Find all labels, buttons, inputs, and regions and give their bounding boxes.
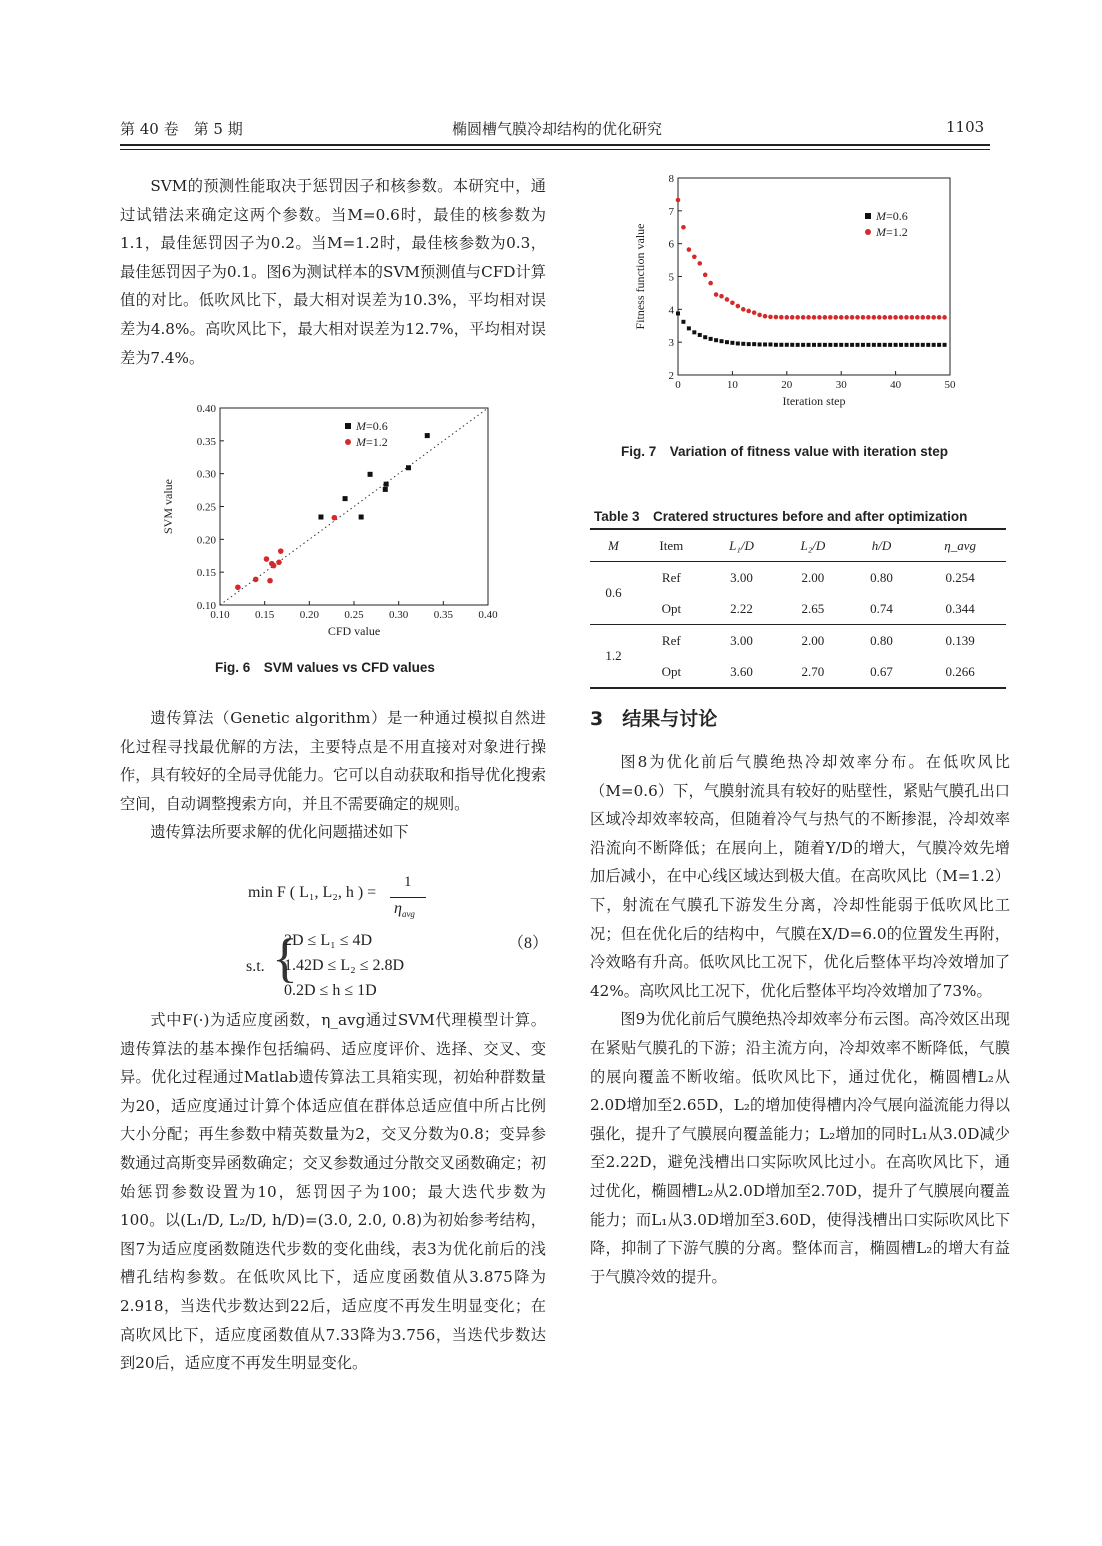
table-cell: 2.70 [801, 663, 825, 679]
legend-label: M=1.2 [876, 225, 908, 239]
x-tick-label: 0.35 [433, 609, 453, 621]
data-point-circle [768, 315, 773, 320]
data-point-square [687, 326, 691, 330]
data-point-square [703, 335, 707, 339]
table-cell: 0.80 [870, 569, 893, 585]
y-tick-label: 0.10 [196, 600, 216, 612]
paragraph: 图8为优化前后气膜绝热冷却效率分布。在低吹风比（M=0.6）下，气膜射流具有较好的贴壁性，紧贴气膜孔出口区域冷却效率较高，但随着冷气与热气的不断掺混，冷却效率沿流向不断降低；在展向上，随着Y/D的增大，气膜冷效先增加后减小，在中心线区域达到极大值。在高吹风比（M=1.2）下，射流在气膜孔下游发生分离，冷却性能弱于低吹风比工况；但在优化后的结构中，气膜在X/D=6.0的位置发生再附，冷效略有升高。低吹风比工况下，优化后整体平均冷效增加了42%。高吹风比工况下，优化后整体平均冷效增加了73%。 [590, 753, 1010, 1000]
data-point-circle [877, 315, 882, 320]
y-tick-label: 2 [668, 370, 674, 382]
data-point-square [817, 343, 821, 347]
data-point-square [779, 343, 783, 347]
legend-marker-circle [865, 229, 871, 235]
data-point-circle [850, 315, 855, 320]
brace: { [272, 928, 298, 988]
table-cell: 0.139 [945, 632, 975, 648]
constraint-3: 0.2D ≤ h ≤ 1D [284, 982, 377, 999]
data-point-square [926, 343, 930, 347]
data-point-circle [910, 315, 915, 320]
data-point-circle [844, 315, 849, 320]
data-point-square [823, 343, 827, 347]
table-header-row [590, 529, 1006, 562]
data-point-square [904, 343, 908, 347]
data-point-circle [937, 315, 942, 320]
reference-line [220, 408, 488, 605]
data-point-circle [235, 584, 241, 590]
data-point-square [807, 343, 811, 347]
header-m: M [608, 537, 619, 553]
data-point-circle [795, 315, 800, 320]
data-point-circle [692, 255, 697, 260]
data-point-circle [697, 261, 702, 266]
data-point-square [736, 341, 740, 345]
x-tick-label: 0.15 [255, 609, 275, 621]
data-point-square [943, 343, 947, 347]
data-point-circle [730, 300, 735, 305]
data-point-square [790, 343, 794, 347]
x-tick-label: 0.25 [344, 609, 364, 621]
st-label: s.t. [246, 958, 265, 975]
data-point-square [834, 343, 838, 347]
equation-number: （8） [508, 935, 549, 952]
data-point-square [692, 330, 696, 334]
data-point-square [937, 343, 941, 347]
data-point-square [368, 472, 373, 477]
y-tick-label: 7 [668, 205, 674, 218]
table-cell: Ref [661, 569, 681, 585]
data-point-circle [687, 247, 692, 252]
section-heading: 3 结果与讨论 [590, 708, 718, 730]
constraint-1: 2D ≤ L₁ ≤ 4D [284, 932, 373, 949]
data-point-square [899, 343, 903, 347]
data-point-circle [271, 563, 277, 569]
legend-label: M=0.6 [876, 209, 908, 223]
data-point-square [850, 343, 854, 347]
figure-7-caption: Fig. 7 Variation of fitness value with iteration step [621, 444, 949, 459]
table-cell: Ref [661, 632, 681, 648]
data-point-circle [763, 314, 768, 319]
table-row [590, 593, 1006, 625]
data-point-square [758, 342, 762, 346]
y-tick-label: 0.15 [196, 567, 216, 580]
data-point-circle [708, 281, 713, 286]
x-tick-label: 20 [781, 379, 793, 391]
table-cell: 0.74 [870, 600, 893, 616]
data-point-circle [725, 297, 730, 302]
data-point-circle [893, 315, 898, 320]
data-point-square [714, 338, 718, 342]
table-cell: 0.80 [870, 632, 893, 648]
data-point-circle [823, 315, 828, 320]
paragraph: 遗传算法（Genetic algorithm）是一种通过模拟自然进化过程寻找最优解的方法，主要特点是不用直接对对象进行操作，具有较好的全局寻优能力。它可以自动获取和指导优化搜索空间，自动调整搜索方向，并且不需要确定的规则。 [120, 709, 546, 813]
x-axis-label: CFD value [327, 624, 381, 638]
constraint-2: 1.42D ≤ L₂ ≤ 2.8D [284, 957, 405, 974]
legend-marker-square [345, 423, 351, 429]
data-point-square [839, 343, 843, 347]
table-cell: Opt [661, 600, 682, 616]
x-axis-label: Iteration step [782, 394, 846, 408]
data-point-circle [736, 304, 741, 309]
y-tick-label: 8 [668, 173, 674, 185]
data-point-circle [828, 315, 833, 320]
y-tick-label: 0.40 [196, 403, 216, 415]
header-item: Item [659, 537, 684, 553]
data-point-square [877, 343, 881, 347]
y-tick-label: 0.25 [196, 501, 216, 514]
x-tick-label: 40 [890, 379, 902, 391]
y-tick-label: 0.20 [196, 534, 216, 547]
data-point-circle [915, 315, 920, 320]
data-point-square [709, 337, 713, 341]
legend-marker-circle [345, 439, 351, 445]
journal-volume: 第 40 卷 第 5 期 [120, 120, 243, 138]
data-point-square [384, 482, 389, 487]
y-tick-label: 3 [668, 337, 674, 350]
data-point-circle [790, 315, 795, 320]
data-point-square [828, 343, 832, 347]
data-point-square [915, 343, 919, 347]
table-cell-m: 0.6 [605, 585, 622, 600]
data-point-square [872, 343, 876, 347]
data-point-circle [926, 315, 931, 320]
data-point-circle [921, 315, 926, 320]
data-point-square [861, 343, 865, 347]
data-point-circle [676, 198, 681, 203]
data-point-circle [899, 315, 904, 320]
table-cell: 0.266 [945, 663, 975, 679]
data-point-square [866, 343, 870, 347]
data-point-circle [741, 307, 746, 312]
data-point-square [720, 339, 724, 343]
table-cell: 0.254 [945, 569, 975, 585]
table-3 [590, 528, 1006, 689]
page-number: 1103 [946, 118, 985, 136]
data-point-circle [757, 313, 762, 318]
paragraph: 图9为优化前后气膜绝热冷却效率分布云图。高冷效区出现在紧贴气膜孔的下游；沿主流方向，冷却效率不断降低，气膜的展向覆盖不断收缩。低吹风比下，通过优化，椭圆槽L₂从2.0D增加至2.65D，L₂的增加使得槽内冷气展向溢流能力得以强化，提升了气膜展向覆盖能力；L₂增加的同时L₁从3.0D减少至2.22D，避免浅槽出口实际吹风比过小。在高吹风比下，通过优化，椭圆槽L₂从2.0D增加至2.70D，提升了气膜展向覆盖能力；而L₁从3.0D增加至3.60D，使得浅槽出口实际吹风比下降，抑制了下游气膜的分离。整体而言，椭圆槽L₂的增大有益于气膜冷效的提升。 [590, 1010, 1010, 1286]
data-point-square [910, 343, 914, 347]
data-point-square [406, 465, 411, 470]
objective-numerator: 1 [404, 874, 412, 890]
data-point-square [894, 343, 898, 347]
paragraph: SVM的预测性能取决于惩罚因子和核参数。本研究中，通过试错法来确定这两个参数。当M=0.6时，最佳的核参数为1.1，最佳惩罚因子为0.2。当M=1.2时，最佳核参数为0.3，最佳惩罚因子为0.1。图6为测试样本的SVM预测值与CFD计算值的对比。低吹风比下，最大相对误差为10.3%，平均相对误差为4.8%。高吹风比下，最大相对误差为12.7%，平均相对误差为7.4%。 [120, 177, 546, 367]
data-point-circle [276, 560, 282, 566]
data-point-square [681, 320, 685, 324]
y-tick-label: 4 [668, 304, 674, 317]
data-point-circle [801, 315, 806, 320]
data-point-circle [785, 315, 790, 320]
figure-6-caption: Fig. 6 SVM values vs CFD values [215, 660, 435, 675]
table-3-caption: Table 3 Cratered structures before and after optimization [594, 509, 968, 524]
data-point-circle [719, 294, 724, 299]
data-point-square [676, 311, 680, 315]
left-mid-text [120, 704, 546, 847]
table-cell: 0.344 [945, 600, 975, 616]
data-point-circle [904, 315, 909, 320]
data-point-circle [866, 315, 871, 320]
data-point-circle [332, 515, 338, 521]
data-point-circle [942, 315, 947, 320]
paragraph: 式中F(·)为适应度函数，η_avg通过SVM代理模型计算。遗传算法的基本操作包括编码、适应度评价、选择、交叉、变异。优化过程通过Matlab遗传算法工具箱实现，初始种群数量为20，适应度通过计算个体适应值在群体总适应值中所占比例大小分配；再生参数中精英数量为2，交叉分数为0.8；变异参数通过高斯变异函数确定；交叉参数通过分散交叉函数确定；初始惩罚参数设置为10，惩罚因子为100；最大迭代步数为100。以(L₁/D, L₂/D, h/D)=(3.0, 2.0, 0.8)为初始参考结构，图7为适应度函数随迭代步数的变化曲线，表3为优化前后的浅槽孔结构参数。在低吹风比下，适应度函数值从3.875降为2.918，当迭代步数达到22后，适应度不再发生明显变化；在高吹风比下，适应度函数值从7.33降为3.756，当迭代步数达到20后，适应度不再发生明显变化。 [120, 1011, 546, 1373]
data-point-square [425, 433, 430, 438]
data-point-square [725, 340, 729, 344]
data-point-circle [839, 315, 844, 320]
y-tick-label: 0.30 [196, 468, 216, 481]
running-title: 椭圆槽气膜冷却结构的优化研究 [452, 120, 663, 138]
x-tick-label: 30 [835, 379, 847, 391]
x-tick-label: 10 [726, 379, 738, 391]
header-rule-thin [120, 149, 990, 150]
legend-label: M=1.2 [356, 435, 388, 449]
data-point-circle [888, 315, 893, 320]
data-point-circle [267, 578, 273, 584]
data-point-circle [861, 315, 866, 320]
x-tick-label: 0.20 [299, 609, 319, 621]
data-point-square [801, 343, 805, 347]
data-point-square [845, 343, 849, 347]
data-point-circle [253, 577, 259, 583]
header-l1: L₁/D [729, 537, 754, 553]
x-tick-label: 50 [944, 379, 956, 391]
paragraph: 遗传算法所要求解的优化问题描述如下 [150, 823, 409, 842]
data-point-square [730, 341, 734, 345]
x-tick-label: 0.30 [389, 609, 409, 621]
header-rule [120, 144, 990, 146]
data-point-circle [812, 315, 817, 320]
table-cell: 3.00 [730, 632, 753, 648]
left-top-text [120, 172, 546, 372]
data-point-square [812, 343, 816, 347]
data-point-square [359, 515, 364, 520]
header-h: h/D [871, 537, 892, 553]
table-cell-m: 1.2 [605, 648, 622, 663]
data-point-circle [931, 315, 936, 320]
right-text [590, 748, 1010, 1291]
data-point-square [932, 343, 936, 347]
data-point-circle [882, 315, 887, 320]
table-row [590, 656, 1006, 688]
figure-7-chart [630, 170, 970, 422]
figure-6-chart [160, 400, 500, 652]
objective-denominator [394, 900, 415, 919]
table-row [590, 625, 1006, 657]
x-tick-label: 0 [675, 379, 681, 391]
data-point-square [856, 343, 860, 347]
data-point-square [383, 487, 388, 492]
y-tick-label: 5 [668, 271, 674, 284]
legend-label: M=0.6 [356, 419, 388, 433]
eta-subscript: avg [401, 909, 415, 920]
table-cell: 2.00 [801, 569, 825, 585]
data-point-circle [264, 556, 270, 562]
data-point-square [741, 342, 745, 346]
table-cell: 2.22 [730, 600, 753, 616]
data-point-square [768, 342, 772, 346]
data-point-square [888, 343, 892, 347]
data-point-circle [833, 315, 838, 320]
left-bottom-text [120, 1006, 546, 1378]
data-point-circle [681, 225, 686, 230]
data-point-square [747, 342, 751, 346]
data-point-square [921, 343, 925, 347]
data-point-square [318, 515, 323, 520]
data-point-circle [746, 309, 751, 314]
data-point-circle [806, 315, 811, 320]
table-cell: 2.00 [801, 632, 825, 648]
data-point-circle [817, 315, 822, 320]
data-point-square [774, 343, 778, 347]
y-tick-label: 6 [668, 238, 674, 251]
data-point-square [883, 343, 887, 347]
data-point-circle [703, 273, 708, 278]
eta-symbol: η [394, 900, 402, 917]
y-axis-label: SVM value [161, 479, 175, 534]
data-point-circle [872, 315, 877, 320]
fraction-bar [390, 897, 426, 898]
x-tick-label: 0.40 [478, 609, 498, 621]
data-point-square [752, 342, 756, 346]
data-point-circle [855, 315, 860, 320]
objective-lhs: min F ( L₁, L₂, h ) = [248, 884, 377, 901]
data-point-square [343, 496, 348, 501]
header-l2: L₂/D [800, 537, 826, 553]
data-point-circle [714, 292, 719, 297]
data-point-circle [774, 315, 779, 320]
x-tick-label: 0.10 [210, 609, 230, 621]
data-point-circle [278, 548, 284, 554]
data-point-circle [752, 310, 757, 315]
table-row [590, 562, 1006, 594]
legend-marker-square [865, 213, 871, 219]
data-point-circle [779, 315, 784, 320]
table-cell: 2.65 [801, 600, 825, 616]
table-cell: 3.00 [730, 569, 753, 585]
y-tick-label: 0.35 [196, 435, 216, 448]
table-cell: 3.60 [730, 663, 753, 679]
y-axis-label: Fitness function value [633, 223, 647, 330]
data-point-square [785, 343, 789, 347]
data-point-square [698, 333, 702, 337]
table-cell: 0.67 [870, 663, 893, 679]
table-cell: Opt [661, 663, 682, 679]
data-point-square [796, 343, 800, 347]
header-eta: η_avg [944, 537, 977, 553]
data-point-square [763, 342, 767, 346]
